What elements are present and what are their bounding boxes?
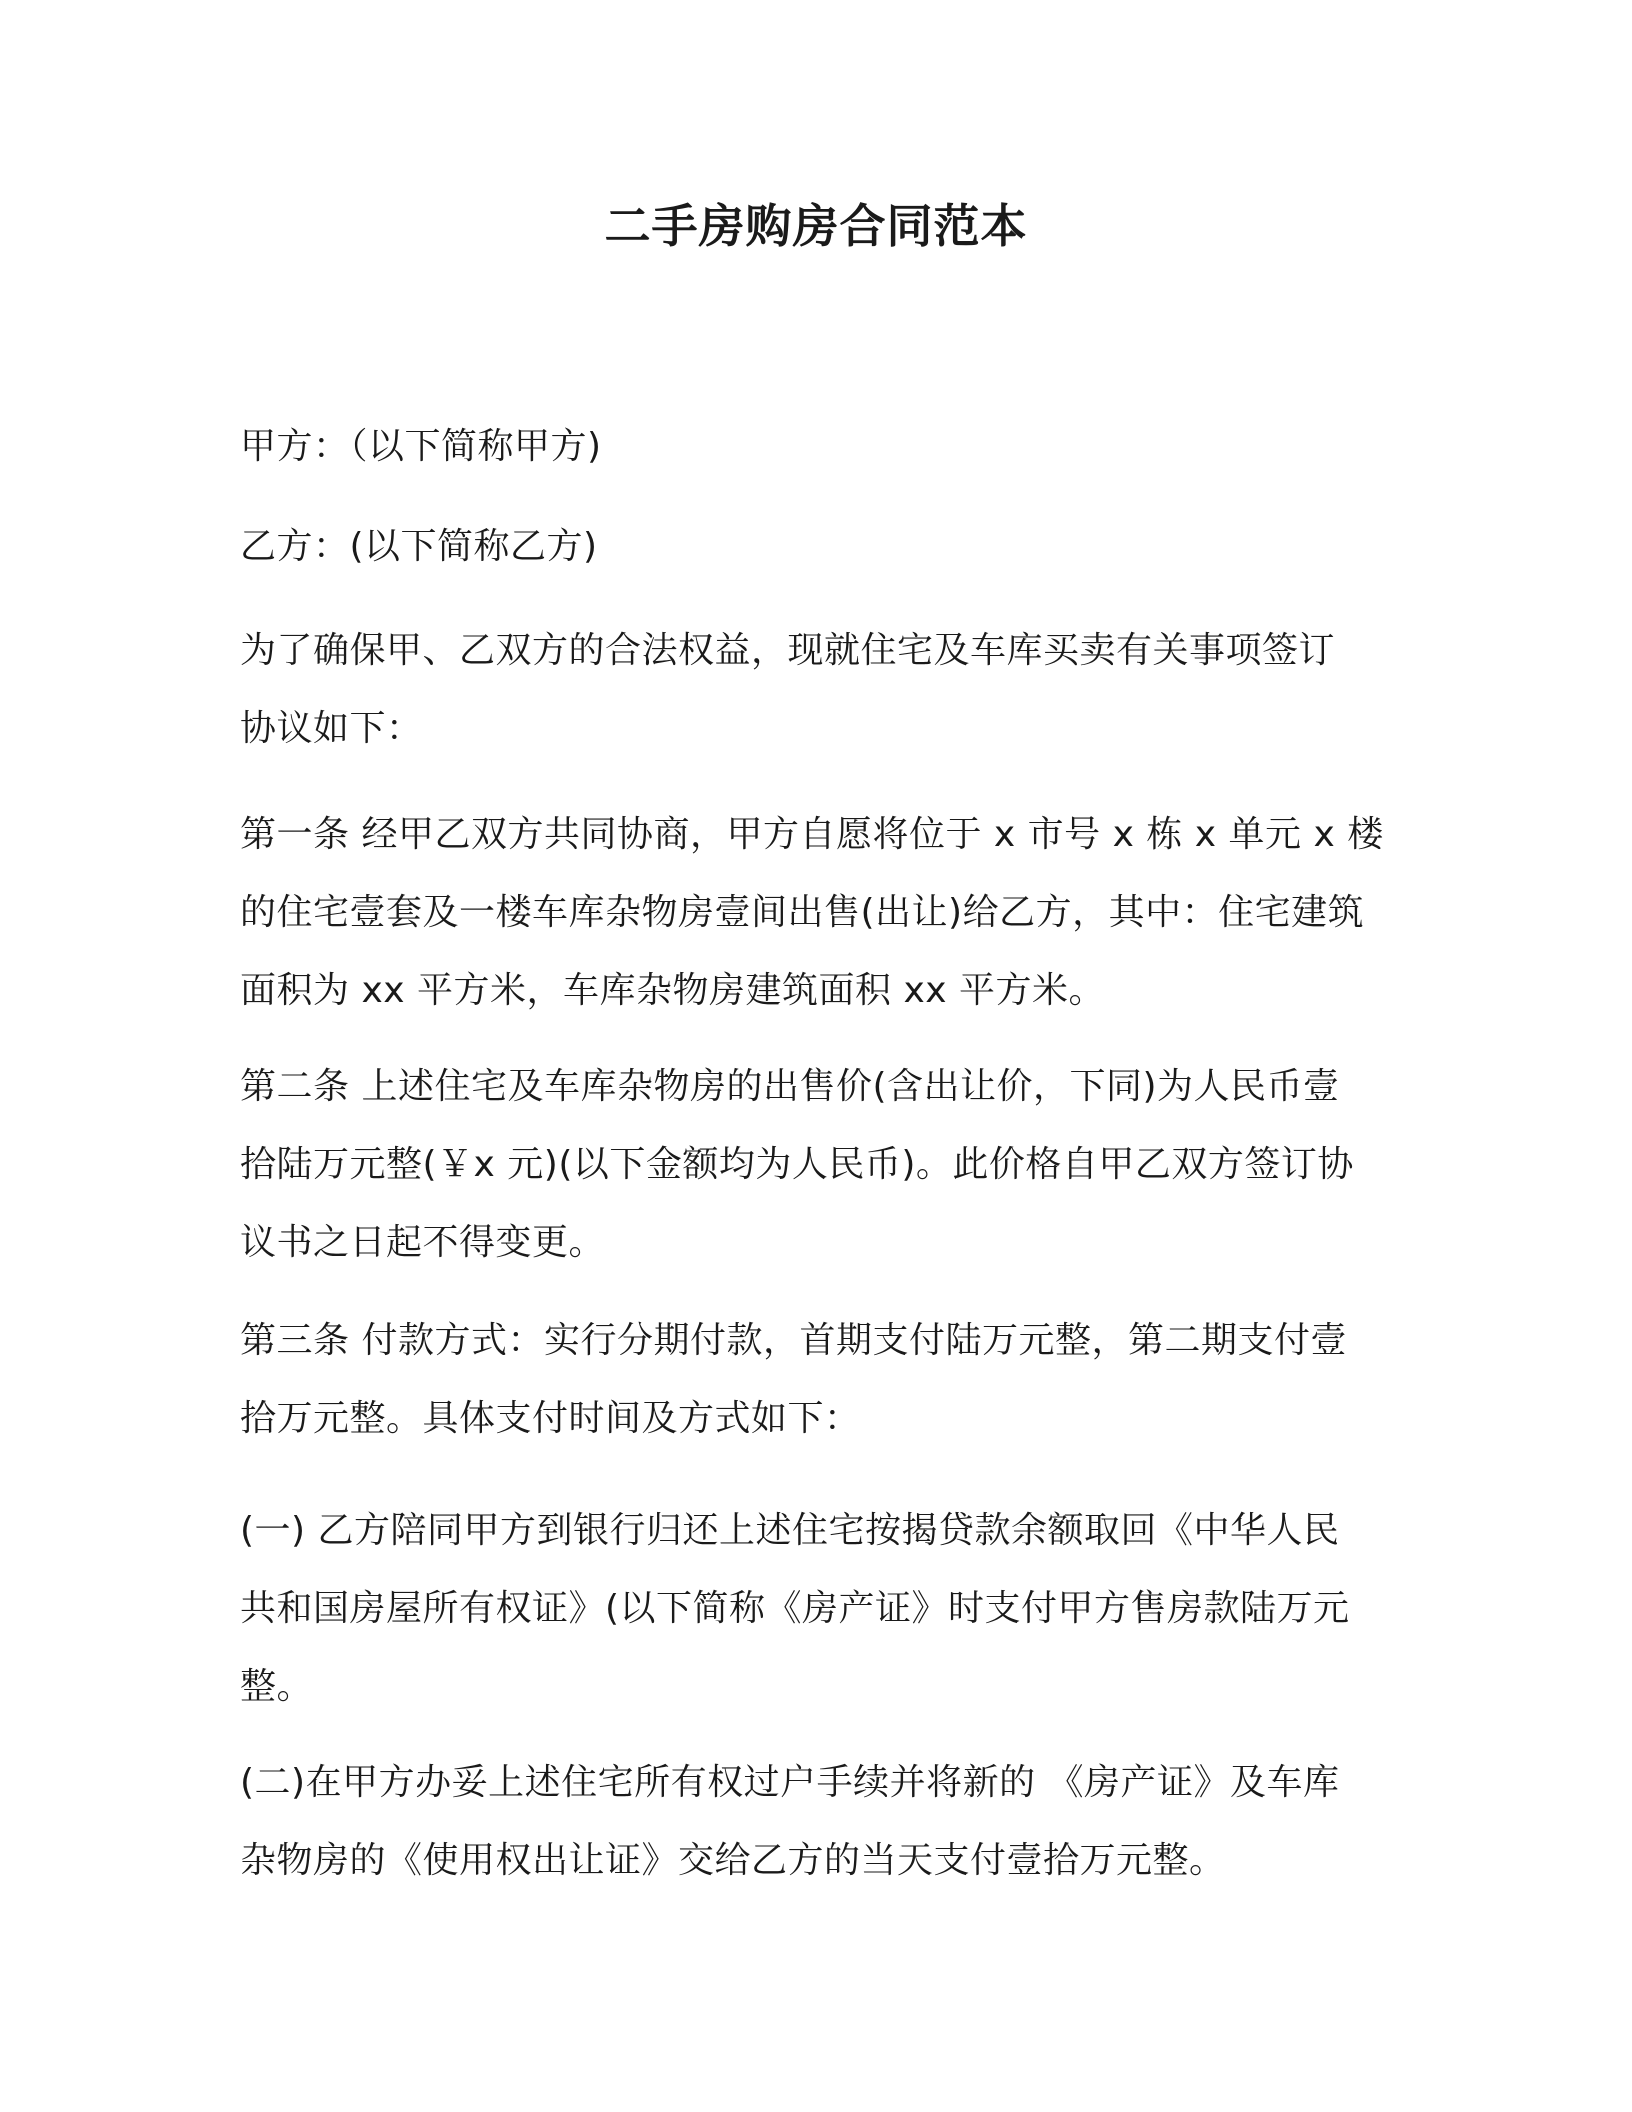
article-2-paragraph bbox=[240, 1048, 1390, 1282]
text-line: 杂物房的《使用权出让证》交给乙方的当天支付壹拾万元整。 bbox=[240, 1840, 1226, 1881]
text-line: 整。 bbox=[240, 1666, 314, 1707]
text-line: 第三条 付款方式：实行分期付款，首期支付陆万元整，第二期支付壹 bbox=[240, 1320, 1347, 1361]
party-b-line bbox=[240, 508, 1390, 586]
article-1-paragraph bbox=[240, 796, 1390, 1030]
article-3-paragraph bbox=[240, 1302, 1390, 1458]
text-line: 拾陆万元整(￥x 元)(以下金额均为人民币)。此价格自甲乙双方签订协 bbox=[240, 1144, 1354, 1185]
document-title: 二手房购房合同范本 bbox=[604, 199, 1028, 253]
clause-2-paragraph bbox=[240, 1744, 1390, 1900]
preamble-paragraph bbox=[240, 612, 1390, 768]
text-line: 的住宅壹套及一楼车库杂物房壹间出售(出让)给乙方，其中：住宅建筑 bbox=[240, 892, 1365, 933]
text-line: 拾万元整。具体支付时间及方式如下： bbox=[240, 1398, 861, 1439]
text-line: 共和国房屋所有权证》(以下简称《房产证》时支付甲方售房款陆万元 bbox=[240, 1588, 1350, 1629]
text-line: 第一条 经甲乙双方共同协商，甲方自愿将位于 x 市号 x 栋 x 单元 x 楼 bbox=[240, 814, 1384, 855]
text-line: 乙方：(以下简称乙方) bbox=[240, 526, 598, 567]
text-line: (一) 乙方陪同甲方到银行归还上述住宅按揭贷款余额取回《中华人民 bbox=[240, 1510, 1340, 1551]
text-line: 第二条 上述住宅及车库杂物房的出售价(含出让价，下同)为人民币壹 bbox=[240, 1066, 1340, 1107]
text-line: 议书之日起不得变更。 bbox=[240, 1222, 606, 1263]
text-line: 协议如下： bbox=[240, 708, 423, 749]
text-line: 甲方：（以下简称甲方) bbox=[240, 426, 602, 467]
text-line: 面积为 xx 平方米，车库杂物房建筑面积 xx 平方米。 bbox=[240, 970, 1105, 1011]
text-line: 为了确保甲、乙双方的合法权益，现就住宅及车库买卖有关事项签订 bbox=[240, 630, 1336, 671]
clause-1-paragraph bbox=[240, 1492, 1390, 1726]
text-line: (二)在甲方办妥上述住宅所有权过户手续并将新的 《房产证》及车库 bbox=[240, 1762, 1340, 1803]
party-a-line bbox=[240, 408, 1390, 486]
